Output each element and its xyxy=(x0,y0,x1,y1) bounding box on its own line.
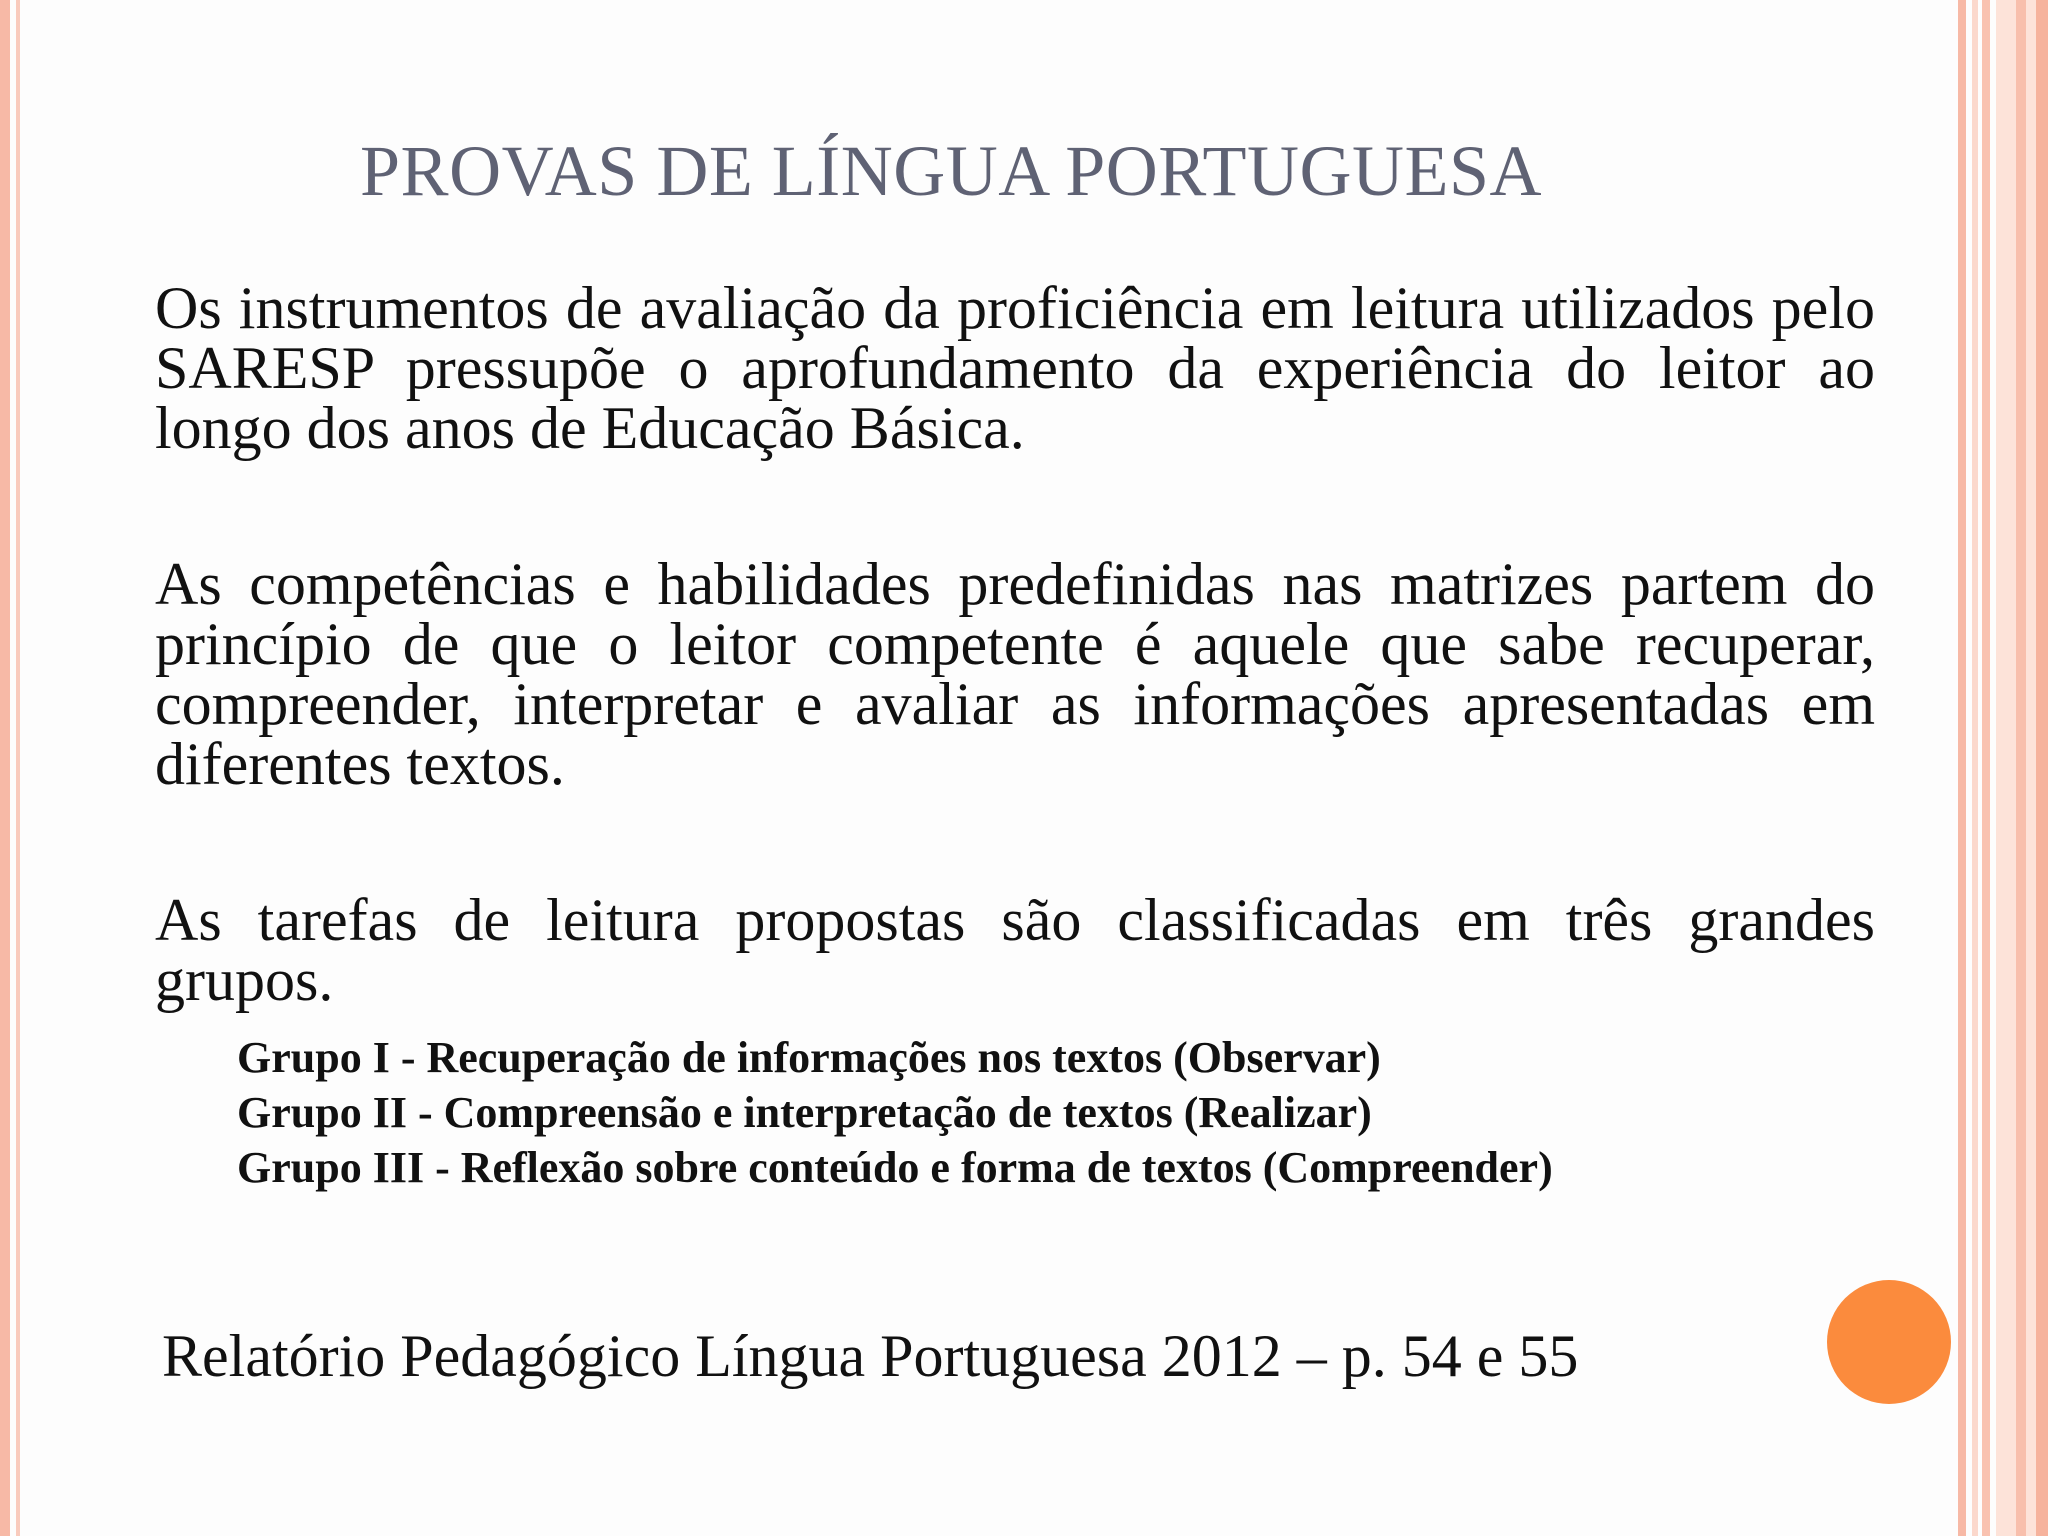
paragraph-instruments: Os instrumentos de avaliação da proficiência em leitura utilizados pelo SARESP pressupõe o aprofundamento da experiência do leitor ao longo dos anos de Educação Básica. xyxy=(155,275,1875,461)
right-border-stripe xyxy=(2036,0,2048,1536)
right-border-stripe xyxy=(1982,0,1990,1536)
orange-circle-decoration xyxy=(1827,1280,1951,1404)
reading-groups-list xyxy=(237,1030,1875,1195)
group-item-1: Grupo I - Recuperação de informações nos textos (Observar) xyxy=(237,1033,1381,1082)
right-border-stripe xyxy=(1972,0,1978,1536)
right-border-stripe xyxy=(2016,0,2026,1536)
group-item-3: Grupo III - Reflexão sobre conteúdo e forma de textos (Compreender) xyxy=(237,1143,1553,1192)
group-item-2: Grupo II - Compreensão e interpretação de textos (Realizar) xyxy=(237,1088,1372,1137)
paragraph-competencies: As competências e habilidades predefinidas nas matrizes partem do princípio de que o leitor competente é aquele que sabe recuperar, compreender, interpretar e avaliar as informações apresentadas em diferentes textos. xyxy=(155,551,1875,797)
slide-body xyxy=(155,275,1875,1195)
paragraph-tasks: As tarefas de leitura propostas são classificadas em três grandes grupos. xyxy=(155,887,1875,1013)
left-border-stripe-thin xyxy=(16,0,20,1536)
left-border-stripe xyxy=(0,0,10,1536)
source-citation: Relatório Pedagógico Língua Portuguesa 2012 – p. 54 e 55 xyxy=(162,1323,1579,1389)
right-border-stripe xyxy=(1958,0,1966,1536)
slide-title: PROVAS DE LÍNGUA PORTUGUESA xyxy=(360,131,1542,211)
